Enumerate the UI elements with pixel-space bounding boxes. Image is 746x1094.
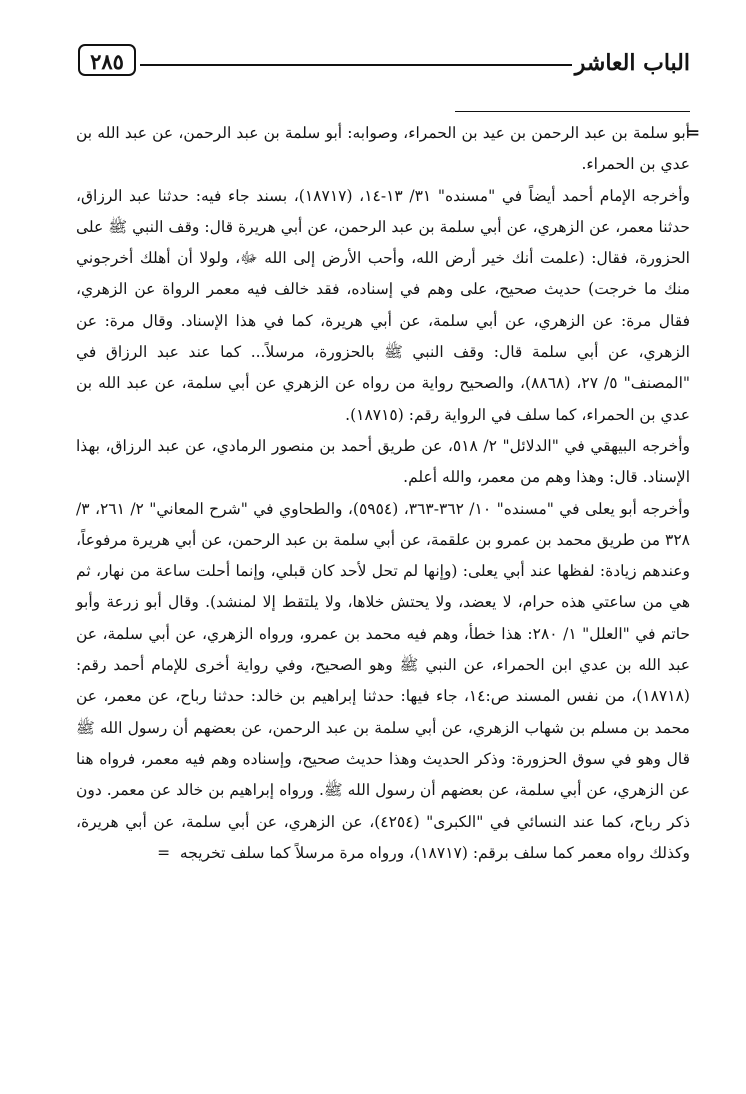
chapter-title: الباب العاشر [574, 50, 690, 76]
footnote-text [76, 118, 690, 869]
footnote-paragraph: أبو سلمة بن عبد الرحمن بن عيد بن الحمراء، وصوابه: أبو سلمة بن عبد الرحمن، عن عبد الله بن عدي بن الحمراء. [76, 124, 690, 174]
continuation-mark-start: = [686, 123, 700, 142]
footnote-separator [455, 111, 690, 112]
header-rule [140, 64, 572, 66]
page-number: ٢٨٥ [78, 44, 136, 76]
paragraph-text: وأخرجه أبو يعلى في "مسنده" ١٠/ ٣٦٢-٣٦٣، (٥٩٥٤)، والطحاوي في "شرح المعاني" ٢/ ٢٦١، ٣/ ٣٢٨ من طريق محمد بن عمرو بن علقمة، عن أبي سلمة بن عبد الرحمن، عن أبي هريرة مرفوعاً، وعندهم زيادة: لفظها عند أبي يعلى: (وإنها لم تحل لأحد كان قبلي، وإنما أحلت ساعة من نهار، ثم هي من ساعتي هذه حرام، لا يعضد، ولا يحتش خلاها، ولا يلتقط إلا لمنشد). وقال أبو زرعة وأبو حاتم في "العلل" ١/ ٢٨٠: هذا خطأ، وهم فيه محمد بن عمرو، ورواه الزهري، عن أبي سلمة، عن عبد الله بن عدي ابن الحمراء، عن النبي ﷺ وهو الصحيح، وفي رواية أخرى للإمام أحمد رقم: (١٨٧١٨)، من نفس المسند ص:١٤، جاء فيها: حدثنا إبراهيم بن خالد: حدثنا رباح، عن معمر، عن محمد بن مسلم بن شهاب الزهري، عن أبي سلمة بن عبد الرحمن، عن بعضهم أن رسول الله ﷺ قال وهو في سوق الحزورة: وذكر الحديث وهذا حديث صحيح، وإسناده وهم فيه معمر، فرواه هنا عن الزهري، عن أبي سلمة، عن بعضهم أن رسول الله ﷺ. ورواه إبراهيم بن خالد عن معمر. دون ذكر رباح، كما عند النسائي في "الكبرى" (٤٢٥٤)، عن الزهري، عن أبي سلمة، عن أبي هريرة، وكذلك رواه معمر كما سلف برقم: (١٨٧١٧)، ورواه مرة مرسلاً كما سلف تخريجه [76, 499, 691, 862]
page-header [78, 44, 690, 84]
footnote-paragraph [76, 494, 690, 870]
continuation-mark-end: = [157, 843, 171, 862]
footnote-paragraph: وأخرجه البيهقي في "الدلائل" ٢/ ٥١٨، عن طريق أحمد بن منصور الرمادي، عن عبد الرزاق، بهذا الإسناد. قال: وهذا وهم من معمر، والله أعلم. [76, 436, 690, 487]
footnote-paragraph: وأخرجه الإمام أحمد أيضاً في "مسنده" ٣١/ ١٣-١٤، (١٨٧١٧)، بسند جاء فيه: حدثنا عبد الرزاق، حدثنا معمر، عن الزهري، عن أبي سلمة بن عبد الرحمن، عن أبي هريرة قال: وقف النبي ﷺ على الحزورة، فقال: (علمت أنك خير أرض الله، وأحب الأرض إلى الله ﷻ، ولولا أن أهلك أخرجوني منك ما خرجت) حديث صحيح، على وهم في إسناده، فقد خالف فيه معمر الرواة عن الزهري، فقال مرة: عن الزهري، عن أبي سلمة، عن أبي هريرة، كما في هذا الإسناد. وقال مرة: عن الزهري، عن أبي سلمة قال: وقف النبي ﷺ بالحزورة، مرسلاً... كما عند عبد الرزاق في "المصنف" ٥/ ٢٧، (٨٨٦٨)، والصحيح رواية من رواه عن الزهري عن أبي سلمة، عن عبد الله بن عدي بن الحمراء، كما سلف في الرواية رقم: (١٨٧١٥). [76, 186, 691, 424]
